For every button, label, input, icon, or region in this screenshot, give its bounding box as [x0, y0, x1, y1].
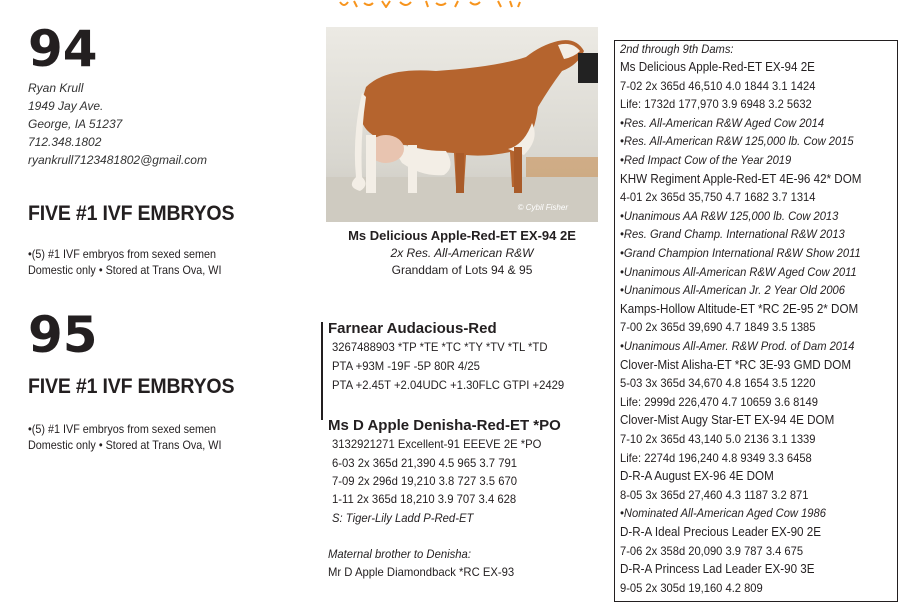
dam-record: Life: 1732d 177,970 3.9 6948 3.2 5632	[620, 97, 812, 112]
sire-line-3: PTA +2.45T +2.04UDC +1.30FLC GTPI +2429	[332, 378, 565, 392]
dam-line-4: 1-11 2x 365d 18,210 3.9 707 3.4 628	[332, 492, 517, 506]
dam-record: 7-06 2x 358d 20,090 3.9 787 3.4 675	[620, 543, 804, 558]
dam-honor: •Unanimous All-Amer. R&W Prod. of Dam 2014	[620, 339, 855, 353]
contact-info	[28, 79, 207, 169]
dam-line-1: 3132921271 Excellent-91 EEEVE 2E *PO	[332, 437, 542, 451]
dam-record: Life: 2274d 196,240 4.8 9349 3.3 6458	[620, 450, 812, 465]
dam-ancestor-name: Clover-Mist Augy Star-ET EX-94 4E DOM	[620, 413, 835, 428]
header-fragment	[330, 0, 560, 8]
contact-city: George, IA 51237	[28, 117, 123, 131]
dam-honor: •Res. All-American R&W 125,000 lb. Cow 2015	[620, 134, 854, 149]
contact-name: Ryan Krull	[28, 81, 84, 95]
sire-line-1: 3267488903 *TP *TE *TC *TY *TV *TL *TD	[332, 340, 548, 354]
dam-honor: •Nominated All-American Aged Cow 1986	[620, 506, 826, 521]
lot-95-bullet-1: •(5) #1 IVF embryos from sexed semen	[28, 422, 217, 436]
dam-ancestor-name: Ms Delicious Apple-Red-ET EX-94 2E	[620, 60, 815, 74]
dam-record: 7-00 2x 365d 39,690 4.7 1849 3.5 1385	[620, 320, 816, 335]
dam-ancestor-name: D-R-A Ideal Precious Leader EX-90 2E	[620, 525, 821, 539]
dam-honor: •Grand Champion International R&W Show 2011	[620, 246, 861, 260]
dam-record: 7-10 2x 365d 43,140 5.0 2136 3.1 1339	[620, 432, 816, 446]
dam-honor: •Res. Grand Champ. International R&W 2013	[620, 227, 845, 242]
contact-address: 1949 Jay Ave.	[28, 99, 104, 113]
dam-record: 8-05 3x 365d 27,460 4.3 1187 3.2 871	[620, 487, 809, 502]
photo-caption-sub: 2x Res. All-American R&W	[390, 246, 534, 260]
lot-94-heading: FIVE #1 IVF EMBRYOS	[28, 202, 235, 225]
dam-honor: •Res. All-American R&W Aged Cow 2014	[620, 115, 825, 130]
maternal-label: Maternal brother to Denisha:	[328, 547, 471, 561]
dam-sire-line: S: Tiger-Lily Ladd P-Red-ET	[332, 511, 474, 525]
dam-record: 4-01 2x 365d 35,750 4.7 1682 3.7 1314	[620, 190, 816, 205]
lot-95-number: 95	[28, 306, 98, 364]
dam-record: Life: 2999d 226,470 4.7 10659 3.6 8149	[620, 394, 818, 409]
dam-record: 5-03 3x 365d 34,670 4.8 1654 3.5 1220	[620, 376, 816, 391]
contact-phone: 712.348.1802	[28, 135, 102, 149]
dam-name: Ms D Apple Denisha-Red-ET *PO	[328, 417, 561, 434]
lot-94-bullet-1: •(5) #1 IVF embryos from sexed semen	[28, 247, 217, 261]
dam-ancestor-name: D-R-A Princess Lad Leader EX-90 3E	[620, 562, 815, 577]
dam-ancestor-name: Kamps-Hollow Altitude-ET *RC 2E-95 2* DOM	[620, 301, 859, 316]
dam-record: 9-05 2x 305d 19,160 4.2 809	[620, 580, 763, 595]
contact-email[interactable]: ryankrull7123481802@gmail.com	[28, 153, 207, 167]
sire-line-2: PTA +93M -19F -5P 80R 4/25	[332, 359, 480, 373]
lot-94-number: 94	[28, 20, 98, 78]
dams-title: 2nd through 9th Dams:	[620, 42, 734, 56]
dam-honor: •Red Impact Cow of the Year 2019	[620, 153, 792, 167]
photo-watermark: © Cybil Fisher	[517, 203, 568, 212]
dam-record: 7-02 2x 365d 46,510 4.0 1844 3.1 1424	[620, 78, 816, 93]
pedigree-bracket	[321, 322, 323, 420]
lot-94-bullet-2: Domestic only • Stored at Trans Ova, WI	[28, 263, 222, 277]
dam-honor: •Unanimous All-American Jr. 2 Year Old 2006	[620, 283, 845, 298]
photo-caption-line: Granddam of Lots 94 & 95	[391, 263, 533, 277]
maternal-name: Mr D Apple Diamondback *RC EX-93	[328, 565, 515, 579]
sire-name: Farnear Audacious-Red	[328, 320, 497, 337]
dam-honor: •Unanimous All-American R&W Aged Cow 2011	[620, 264, 857, 279]
dam-honor: •Unanimous AA R&W 125,000 lb. Cow 2013	[620, 208, 839, 223]
photo-caption-title: Ms Delicious Apple-Red-ET EX-94 2E	[348, 228, 576, 243]
dam-ancestor-name: Clover-Mist Alisha-ET *RC 3E-93 GMD DOM	[620, 357, 852, 372]
lot-95-bullet-2: Domestic only • Stored at Trans Ova, WI	[28, 438, 222, 452]
dam-line-2: 6-03 2x 365d 21,390 4.5 965 3.7 791	[332, 456, 518, 470]
dam-ancestor-name: KHW Regiment Apple-Red-ET 4E-96 42* DOM	[620, 171, 862, 186]
cow-illustration	[326, 27, 598, 222]
lot-95-heading: FIVE #1 IVF EMBRYOS	[28, 375, 235, 398]
cow-photo	[326, 27, 598, 222]
dam-line-3: 7-09 2x 296d 19,210 3.8 727 3.5 670	[332, 474, 518, 488]
dam-ancestor-name: D-R-A August EX-96 4E DOM	[620, 469, 774, 484]
